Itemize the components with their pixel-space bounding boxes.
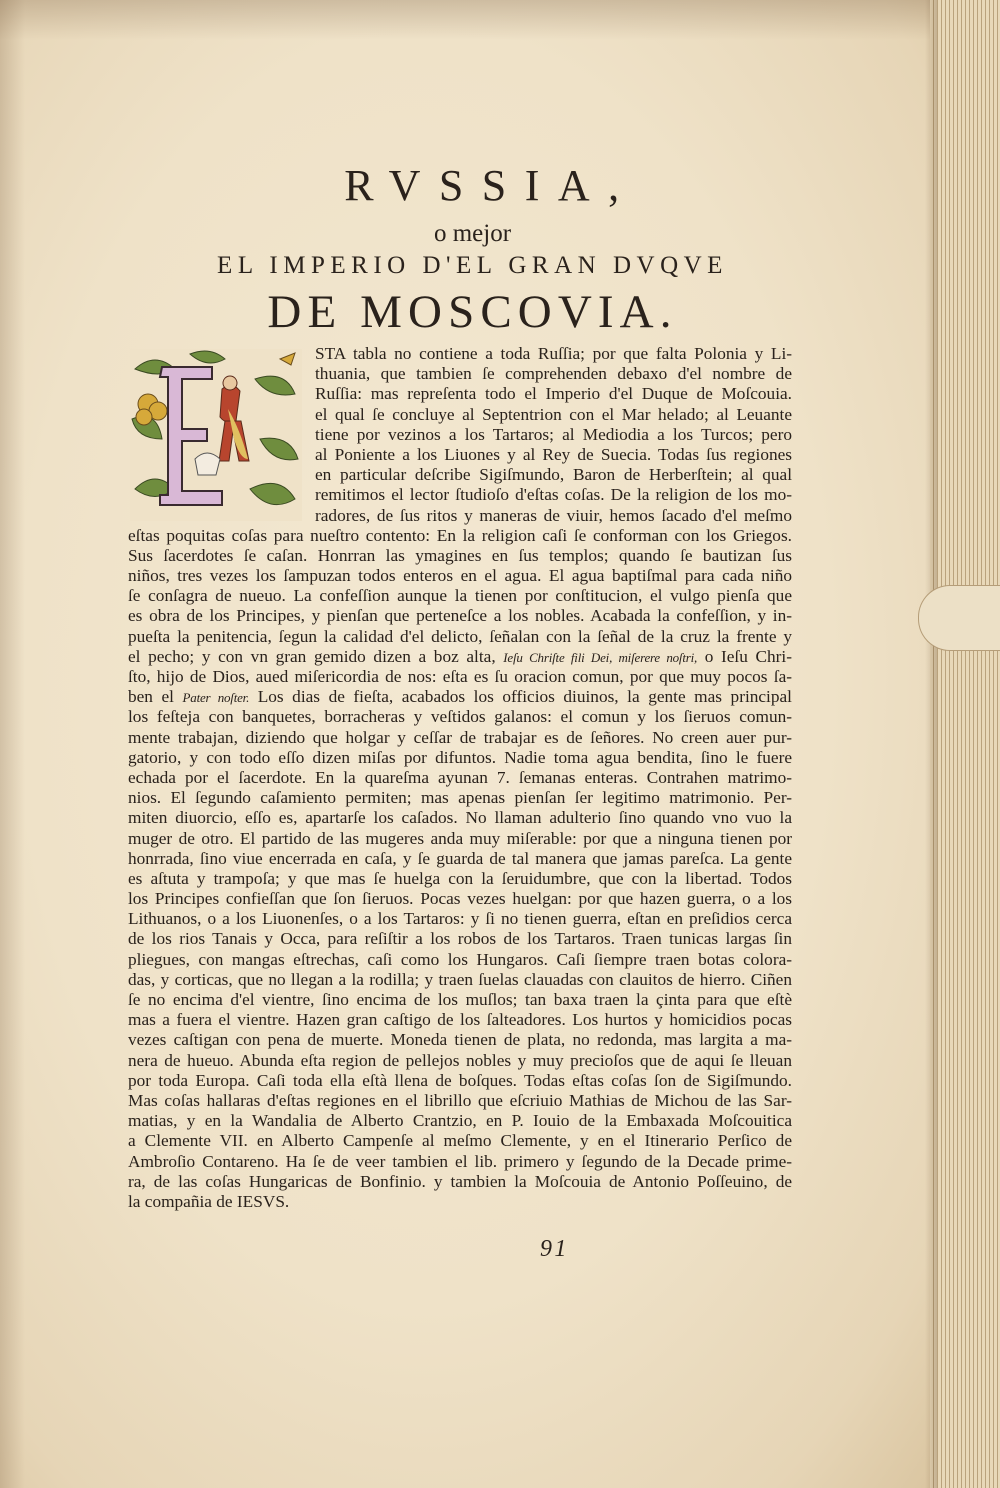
text-line xyxy=(128,687,792,707)
text-line: la compañia de IESVS. xyxy=(128,1191,290,1211)
text-line: Mas coſas hallaras d'eſtas regiones en el librillo que eſcriuio Mathias de Michou de las Sar- xyxy=(128,1090,792,1110)
title-o-mejor: o mejor xyxy=(433,220,512,247)
text-line: niños, tres vezes los ſampuzan todos enteros en el agua. El agua baptiſmal para cada niño xyxy=(128,566,792,586)
text-line: pliegues, con mangas eſtrechas, caſi como los Hungaros. Caſi ſiempre traen botas colora- xyxy=(128,949,792,969)
text-line: de los rios Tanais y Occa, para reſiſtir a los robos de los Tartaros. Traen tunicas largas ſin xyxy=(128,929,792,949)
text-line: los Principes confieſſan que ſon ſieruos. Pocas vezes huelgan: por que hazen guerra, o a los xyxy=(128,889,792,909)
text-line: por toda Europa. Caſi toda ella eſtà llena de boſques. Todas eſtas coſas ſon de Sigiſmundo. xyxy=(128,1070,792,1090)
text-segment: ben el xyxy=(128,687,183,707)
italic-latin-phrase: Ieſu Chriſte fili Dei, miſerere noſtri, xyxy=(503,649,698,665)
text-line: honrrada, ſino viue encerrada en caſa, y ſe guarda de tal manera que jamas pareſca. La gente xyxy=(128,848,792,868)
text-line: Lithuanos, o a los Liuonenſes, o a los Tartaros: y ſi no tienen guerra, eſtan en preſidios cerca xyxy=(128,909,792,929)
text-line: eſtas poquitas coſas para nueſtro contento: En la religion caſi ſe conforman con los Griegos. xyxy=(128,525,792,545)
title-russia: RVSSIA, xyxy=(344,161,638,210)
text-line: ſe conſagra de nueuo. La confeſſion aunque la tienen por conſtitucion, el vulgo pienſa que xyxy=(128,586,792,606)
text-line: vezes caſtigan con pena de muerte. Moneda tienen de plata, no redonda, mas largita a ma- xyxy=(128,1030,792,1050)
body-text xyxy=(128,344,792,1212)
text-line: mas a fuera el vientre. Hazen gran caſtigo de los ſalteadores. Los hurtos y homicidios pocas xyxy=(128,1010,792,1030)
page-tab-marker xyxy=(918,585,1000,651)
text-line: ſto, hijo de Dios, aued miſericordia de nos: eſta es ſu oracion comun, por que muy pocos ſa- xyxy=(128,667,792,686)
text-line: Ambroſio Contareno. Ha ſe de veer tambien el lib. primero y ſegundo de la Decade prime- xyxy=(128,1151,792,1171)
text-line: ra, de las coſas Hungaricas de Bonfinio. y tambien la Moſcouia de Antonio Poſſeuino, de xyxy=(128,1171,792,1191)
text-line: das, y corticas, que no llegan a la rodilla; y traen ſuelas clauadas con clauitos de hierro. Ciñen xyxy=(128,969,792,989)
text-line: muger de otro. El partido de las mugeres anda muy miſerable: por que a ninguna tienen por xyxy=(128,828,792,848)
text-line: thuania, que tambien ſe comprehenden debaxo d'el nombre de xyxy=(315,364,792,384)
text-line: es obra de los Principes, y pienſan que perteneſce a los nobles. Acabada la confeſſion, y in- xyxy=(128,606,792,626)
text-line: ſe no encima d'el vientre, ſino encima de los muſlos; tan baxa traen la çinta para que eſtè xyxy=(128,990,792,1009)
text-line: al Poniente a los Liuones y al Rey de Suecia. Todas ſus regiones xyxy=(315,444,792,464)
page-number: 91 xyxy=(540,1236,569,1262)
text-line: remitimos el lector ſtudioſo d'eſtas coſas. De la religion de los mo- xyxy=(315,485,792,505)
text-line: Ruſſia: mas repreſenta todo el Imperio d'el Duque de Moſcouia. xyxy=(315,384,792,404)
title-imperio: EL IMPERIO D'EL GRAN DVQVE xyxy=(217,252,728,279)
text-line: en particular deſcribe Sigiſmundo, Baron de Herberſtein; al qual xyxy=(315,465,792,485)
text-line: el qual ſe concluye al Septentrion con el Mar helado; al Leuante xyxy=(315,404,792,424)
text-line xyxy=(128,647,792,667)
text-line: pueſta la penitencia, ſegun la calidad d'el delicto, ſeñalan con la ſeñal de la cruz la frente y xyxy=(128,626,792,646)
text-segment: o Ieſu Chri- xyxy=(697,646,792,666)
text-line: los feſteja con banquetes, borracheras y veſtidos galanos: el comun y los ſieruos comun- xyxy=(128,707,792,727)
text-line: miten diuorcio, eſſo es, apartarſe los caſados. No llaman adulterio ſino quando vno vuo la xyxy=(128,808,792,828)
italic-latin-phrase: Pater noſter. xyxy=(182,690,250,706)
scan-shadow-top xyxy=(0,0,945,40)
text-line: mente trabajan, diziendo que holgar y ceſſar de trabajar es de ſeñores. No creen auer pur- xyxy=(128,727,792,747)
text-line: es aſtuta y trampoſa; y que mas ſe huelga con la ſeruidumbre, que con la libertad. Todos xyxy=(128,868,792,888)
text-line: nios. El ſegundo caſamiento permiten; mas apenas pienſan ſer legitimo matrimonio. Per- xyxy=(128,788,792,808)
text-line: tiene por vezinos a los Tartaros; al Mediodia a los Turcos; pero xyxy=(315,424,792,444)
text-line: nera de hueuo. Abunda eſta region de pellejos nobles y muy precioſos que de aqui ſe lleuan xyxy=(128,1050,792,1070)
title-moscovia: DE MOSCOVIA. xyxy=(267,286,678,338)
text-line: gatorio, y con todo eſſo dizen miſas por difuntos. Nadie toma agua bendita, ſino le fuere xyxy=(128,747,792,767)
text-line: a Clemente VII. en Alberto Campenſe al meſmo Clemente, y en el Itinerario Perſico de xyxy=(128,1131,792,1151)
text-segment: Los dias de fieſta, acabados los officios diuinos, la gente mas principal xyxy=(249,687,792,707)
text-segment: el pecho; y con vn gran gemido dizen a boz alta, xyxy=(128,646,504,666)
text-line: STA tabla no contiene a toda Ruſſia; por que falta Polonia y Li- xyxy=(315,344,792,363)
text-line: radores, de ſus ritos y maneras de viuir, hemos ſacado d'el meſmo xyxy=(315,505,792,525)
text-line: Sus ſacerdotes ſe caſan. Honrran las ymagines en ſus templos; quando ſe bautizan ſus xyxy=(128,545,792,565)
text-line: matias, y en la Wandalia de Alberto Crantzio, en P. Iouio de la Embaxada Moſcouitica xyxy=(128,1111,792,1131)
text-line: echada por el ſacerdote. En la quareſma ayunan 7. ſemanas enteras. Contrahen matrimo- xyxy=(128,767,792,787)
